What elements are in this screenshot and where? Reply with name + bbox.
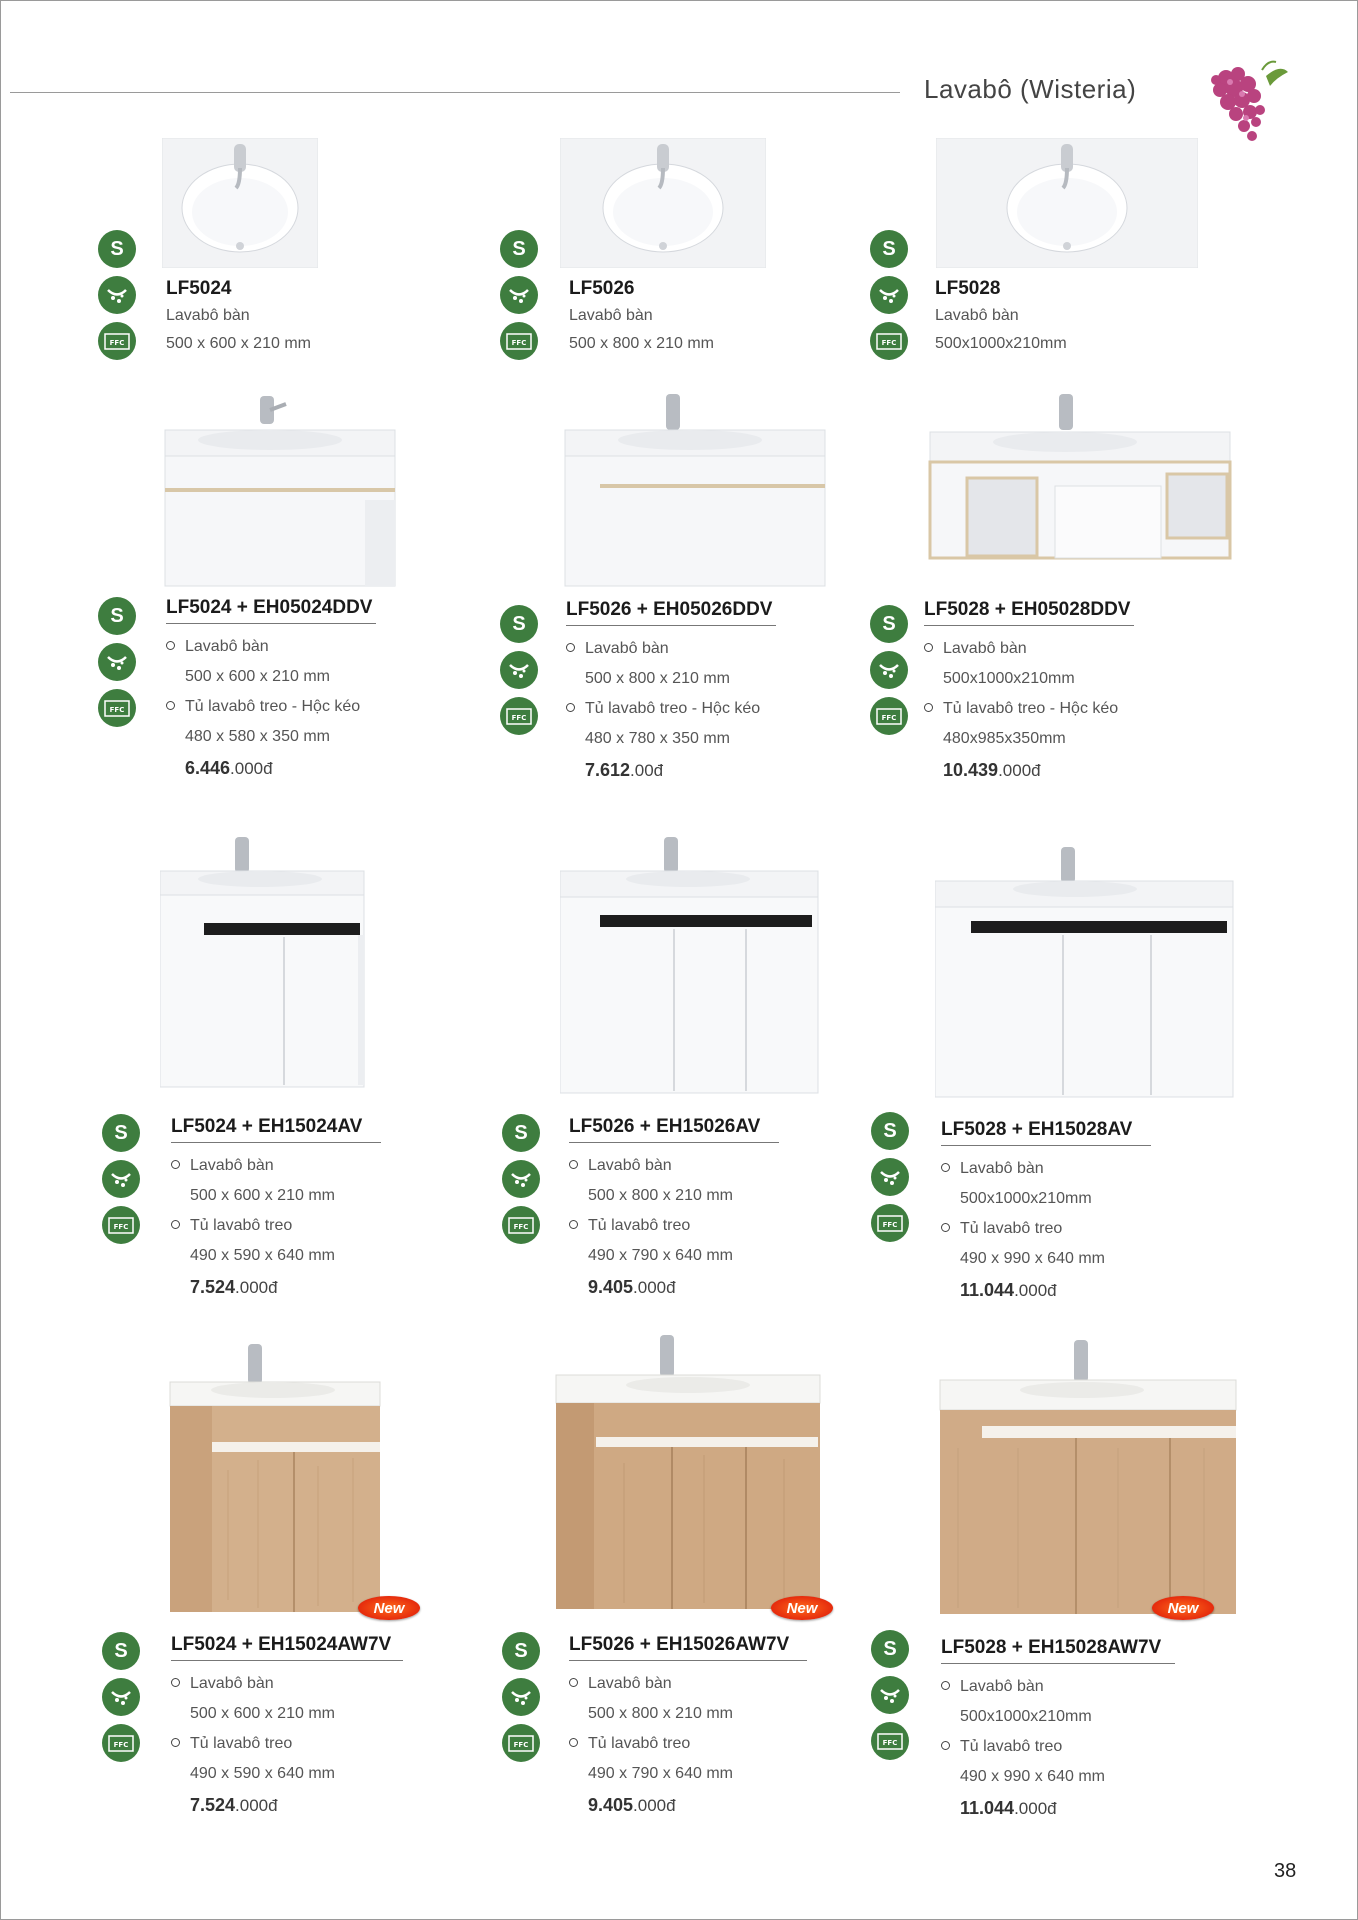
basin-label: Lavabô bàn (943, 640, 1027, 657)
new-badge: New (358, 1596, 420, 1620)
basin-image (162, 138, 318, 268)
feature-icons (102, 1114, 140, 1252)
antibacterial-icon (500, 276, 538, 314)
bullet-icon (569, 1738, 578, 1747)
cabinet-dimensions: 490 x 790 x 640 mm (588, 1247, 733, 1264)
feature-icons (502, 1114, 540, 1252)
cabinet-label: Tủ lavabô treo (190, 1735, 293, 1752)
cabinet-dimensions: 480x985x350mm (943, 730, 1066, 747)
price (166, 752, 376, 785)
bullet-icon (924, 643, 933, 652)
ffc-label: FFC (881, 714, 897, 722)
product-dimensions: 500x1000x210mm (935, 335, 1067, 352)
ffc-icon (870, 322, 908, 360)
product-code: LF5026 + EH15026AW7V (569, 1634, 790, 1655)
ffc-icon (870, 697, 908, 735)
cabinet-image (160, 390, 400, 590)
price-main: 10.439 (943, 760, 999, 780)
code-underline (171, 1660, 403, 1661)
antibacterial-icon (102, 1160, 140, 1198)
cabinet-dimensions: 480 x 580 x 350 mm (185, 728, 330, 745)
product-code: LF5024 (166, 278, 232, 299)
product-lf5024-eh05024ddv (166, 595, 376, 785)
cabinet-label: Tủ lavabô treo (588, 1217, 691, 1234)
new-badge: New (771, 1596, 833, 1620)
product-lf5028-eh15028aw7v (941, 1635, 1175, 1825)
cabinet-image (925, 390, 1235, 570)
basin-dimensions: 500 x 600 x 210 mm (190, 1705, 335, 1722)
price (941, 1792, 1175, 1825)
basin-dimensions: 500x1000x210mm (960, 1190, 1092, 1207)
product-type: Lavabô bàn (569, 307, 653, 324)
bullet-icon (166, 701, 175, 710)
s-icon: S (102, 1632, 140, 1670)
s-icon: S (98, 597, 136, 635)
ffc-icon (98, 322, 136, 360)
feature-icons (870, 605, 908, 743)
feature-icons (502, 1632, 540, 1770)
basin-label: Lavabô bàn (190, 1157, 274, 1174)
basin-label: Lavabô bàn (585, 640, 669, 657)
ffc-label: FFC (113, 1223, 129, 1231)
price-main: 11.044 (960, 1798, 1015, 1818)
feature-icons (870, 230, 908, 368)
feature-icons (871, 1112, 909, 1250)
cabinet-image (560, 390, 830, 590)
antibacterial-icon (871, 1676, 909, 1714)
cabinet-dimensions: 490 x 790 x 640 mm (588, 1765, 733, 1782)
ffc-label: FFC (109, 339, 125, 347)
s-icon: S (98, 230, 136, 268)
product-lf5024-eh15024av (171, 1114, 381, 1304)
product-dimensions: 500 x 800 x 210 mm (569, 335, 714, 352)
bullet-icon (569, 1220, 578, 1229)
ffc-label: FFC (113, 1741, 129, 1749)
cabinet-image (554, 1333, 824, 1613)
basin-image (936, 138, 1198, 268)
code-underline (941, 1145, 1151, 1146)
code-underline (569, 1660, 807, 1661)
price-suffix: .000đ (633, 1796, 676, 1815)
ffc-icon (98, 689, 136, 727)
cabinet-image (560, 835, 820, 1095)
basin-dimensions: 500 x 800 x 210 mm (585, 670, 730, 687)
ffc-label: FFC (513, 1741, 529, 1749)
ffc-label: FFC (881, 339, 897, 347)
bullet-icon (171, 1220, 180, 1229)
product-code: LF5028 + EH15028AV (941, 1119, 1133, 1140)
basin-dimensions: 500 x 800 x 210 mm (588, 1187, 733, 1204)
basin-dimensions: 500 x 600 x 210 mm (185, 668, 330, 685)
product-lf5026-eh05026ddv (566, 597, 776, 787)
product-code: LF5026 (569, 278, 635, 299)
ffc-label: FFC (882, 1221, 898, 1229)
product-lf5024 (166, 276, 311, 358)
ffc-label: FFC (511, 714, 527, 722)
ffc-icon (102, 1206, 140, 1244)
price-suffix: .000đ (998, 761, 1041, 780)
price (171, 1271, 381, 1304)
bullet-icon (569, 1160, 578, 1169)
product-code: LF5026 + EH15026AV (569, 1116, 761, 1137)
code-underline (166, 623, 376, 624)
price (566, 754, 776, 787)
product-type: Lavabô bàn (166, 307, 250, 324)
ffc-label: FFC (511, 339, 527, 347)
s-icon: S (102, 1114, 140, 1152)
cabinet-image (938, 1338, 1238, 1618)
antibacterial-icon (870, 651, 908, 689)
price-main: 9.405 (588, 1277, 634, 1297)
bullet-icon (566, 643, 575, 652)
product-lf5026-eh15026av (569, 1114, 779, 1304)
cabinet-label: Tủ lavabô treo (190, 1217, 293, 1234)
basin-label: Lavabô bàn (190, 1675, 274, 1692)
price-main: 11.044 (960, 1280, 1015, 1300)
s-icon: S (502, 1114, 540, 1152)
price (924, 754, 1134, 787)
bullet-icon (941, 1681, 950, 1690)
ffc-icon (500, 322, 538, 360)
price-main: 7.524 (190, 1795, 236, 1815)
ffc-label: FFC (882, 1739, 898, 1747)
ffc-icon (871, 1204, 909, 1242)
price-suffix: .000đ (235, 1278, 278, 1297)
basin-label: Lavabô bàn (960, 1160, 1044, 1177)
feature-icons (98, 597, 136, 735)
cabinet-image (168, 1340, 383, 1615)
product-code: LF5024 + EH05024DDV (166, 597, 373, 618)
product-code: LF5028 + EH15028AW7V (941, 1637, 1162, 1658)
product-code: LF5024 + EH15024AV (171, 1116, 363, 1137)
feature-icons (500, 230, 538, 368)
code-underline (566, 625, 776, 626)
price (569, 1271, 779, 1304)
price-main: 7.612 (585, 760, 631, 780)
cabinet-dimensions: 490 x 990 x 640 mm (960, 1250, 1105, 1267)
s-icon: S (500, 230, 538, 268)
price-suffix: .000đ (230, 759, 273, 778)
price (171, 1789, 403, 1822)
product-dimensions: 500 x 600 x 210 mm (166, 335, 311, 352)
antibacterial-icon (502, 1160, 540, 1198)
page-number: 38 (1274, 1860, 1297, 1882)
basin-image (560, 138, 766, 268)
antibacterial-icon (500, 651, 538, 689)
s-icon: S (871, 1112, 909, 1150)
new-badge: New (1152, 1596, 1214, 1620)
s-icon: S (500, 605, 538, 643)
page-title: Lavabô (Wisteria) (924, 74, 1137, 104)
ffc-label: FFC (109, 706, 125, 714)
price-main: 9.405 (588, 1795, 634, 1815)
cabinet-label: Tủ lavabô treo - Hộc kéo (185, 698, 361, 715)
price-suffix: .00đ (630, 761, 664, 780)
bullet-icon (171, 1678, 180, 1687)
cabinet-dimensions: 490 x 590 x 640 mm (190, 1765, 335, 1782)
product-lf5028-eh15028av (941, 1117, 1151, 1307)
s-icon: S (870, 230, 908, 268)
product-lf5028-eh05028ddv (924, 597, 1134, 787)
basin-dimensions: 500x1000x210mm (960, 1708, 1092, 1725)
antibacterial-icon (98, 643, 136, 681)
bullet-icon (171, 1160, 180, 1169)
bullet-icon (566, 703, 575, 712)
bullet-icon (941, 1741, 950, 1750)
feature-icons (871, 1630, 909, 1768)
bullet-icon (924, 703, 933, 712)
bullet-icon (569, 1678, 578, 1687)
price-suffix: .000đ (1014, 1799, 1057, 1818)
cabinet-label: Tủ lavabô treo (960, 1738, 1063, 1755)
price-suffix: .000đ (1014, 1281, 1057, 1300)
product-code: LF5028 + EH05028DDV (924, 599, 1131, 620)
price (941, 1274, 1151, 1307)
antibacterial-icon (871, 1158, 909, 1196)
cabinet-label: Tủ lavabô treo - Hộc kéo (943, 700, 1119, 717)
basin-label: Lavabô bàn (185, 638, 269, 655)
ffc-icon (500, 697, 538, 735)
price (569, 1789, 807, 1822)
wisteria-flower-icon (1196, 56, 1296, 152)
product-code: LF5024 + EH15024AW7V (171, 1634, 392, 1655)
bullet-icon (171, 1738, 180, 1747)
basin-dimensions: 500x1000x210mm (943, 670, 1075, 687)
ffc-icon (102, 1724, 140, 1762)
basin-label: Lavabô bàn (588, 1157, 672, 1174)
basin-label: Lavabô bàn (960, 1678, 1044, 1695)
bullet-icon (941, 1163, 950, 1172)
product-type: Lavabô bàn (935, 307, 1019, 324)
price-main: 7.524 (190, 1277, 236, 1297)
cabinet-image (935, 845, 1235, 1100)
price-main: 6.446 (185, 758, 231, 778)
bullet-icon (941, 1223, 950, 1232)
ffc-label: FFC (513, 1223, 529, 1231)
feature-icons (102, 1632, 140, 1770)
ffc-icon (871, 1722, 909, 1760)
feature-icons (98, 230, 136, 368)
basin-dimensions: 500 x 800 x 210 mm (588, 1705, 733, 1722)
antibacterial-icon (870, 276, 908, 314)
cabinet-dimensions: 480 x 780 x 350 mm (585, 730, 730, 747)
code-underline (569, 1142, 779, 1143)
s-icon: S (870, 605, 908, 643)
header-rule (10, 92, 900, 93)
s-icon: S (871, 1630, 909, 1668)
price-suffix: .000đ (235, 1796, 278, 1815)
cabinet-image (160, 835, 370, 1090)
ffc-icon (502, 1724, 540, 1762)
antibacterial-icon (102, 1678, 140, 1716)
cabinet-label: Tủ lavabô treo - Hộc kéo (585, 700, 761, 717)
product-lf5026-eh15026aw7v (569, 1632, 807, 1822)
ffc-icon (502, 1206, 540, 1244)
cabinet-label: Tủ lavabô treo (588, 1735, 691, 1752)
cabinet-dimensions: 490 x 990 x 640 mm (960, 1768, 1105, 1785)
cabinet-dimensions: 490 x 590 x 640 mm (190, 1247, 335, 1264)
code-underline (941, 1663, 1175, 1664)
bullet-icon (166, 641, 175, 650)
product-code: LF5028 (935, 278, 1001, 299)
price-suffix: .000đ (633, 1278, 676, 1297)
antibacterial-icon (502, 1678, 540, 1716)
antibacterial-icon (98, 276, 136, 314)
code-underline (171, 1142, 381, 1143)
cabinet-label: Tủ lavabô treo (960, 1220, 1063, 1237)
feature-icons (500, 605, 538, 743)
product-lf5028 (935, 276, 1067, 358)
product-lf5026 (569, 276, 714, 358)
product-code: LF5026 + EH05026DDV (566, 599, 773, 620)
product-lf5024-eh15024aw7v (171, 1632, 403, 1822)
basin-dimensions: 500 x 600 x 210 mm (190, 1187, 335, 1204)
code-underline (924, 625, 1134, 626)
s-icon: S (502, 1632, 540, 1670)
basin-label: Lavabô bàn (588, 1675, 672, 1692)
